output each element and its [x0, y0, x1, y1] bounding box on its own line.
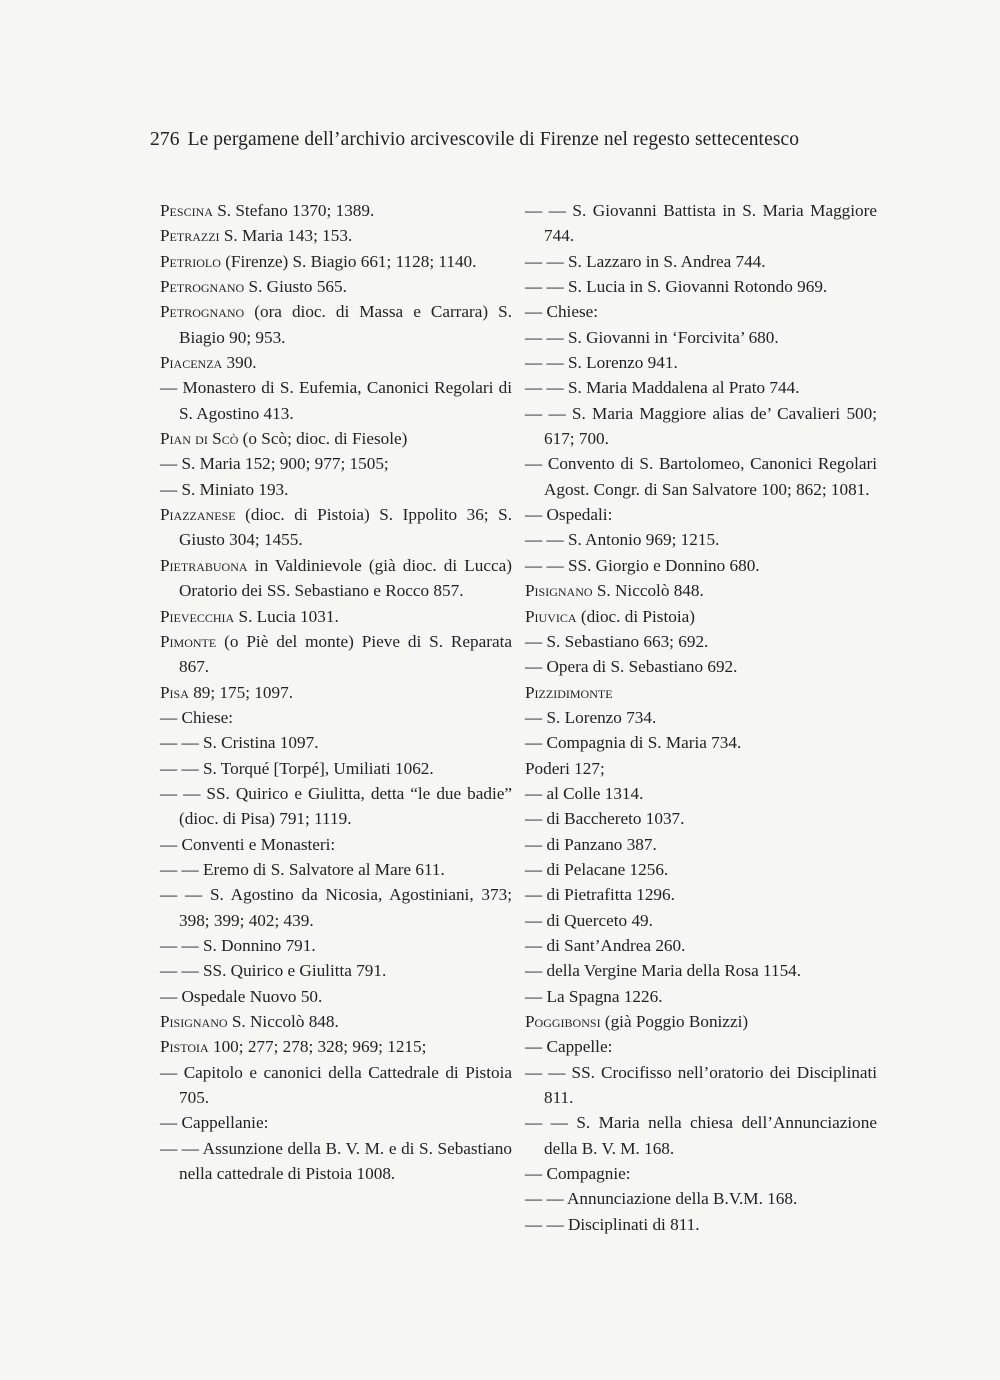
index-entry — [160, 451, 512, 476]
entry-text: 49. — [627, 910, 653, 930]
place-name: Petrognano — [160, 302, 245, 322]
entry-text: — — [525, 657, 547, 677]
entry-text: della Cattedrale di Pistoia 705. — [179, 1062, 513, 1108]
index-entry — [525, 654, 877, 679]
entry-text: — — [160, 1062, 184, 1082]
index-entry — [160, 502, 512, 553]
italic-term: Monastero — [182, 378, 256, 398]
entry-text: (già Poggio Bonizzi) — [600, 1012, 749, 1031]
entry-text: 1226. — [619, 986, 663, 1006]
index-entry — [525, 730, 877, 755]
entry-text: 1296. — [631, 885, 675, 905]
entry-text: — — [160, 378, 183, 398]
index-entry — [525, 249, 877, 274]
index-column-right — [525, 198, 877, 1237]
index-entry — [525, 401, 877, 452]
entry-text: — — Eremo di S. Salvatore al Mare 611. — [160, 859, 445, 879]
entry-text: — — [525, 885, 547, 905]
entry-text: di S. Eufemia, — [255, 378, 367, 398]
entry-text: 1314. — [600, 783, 644, 803]
entry-text: 387. — [622, 834, 657, 854]
entry-text: — — S. Lorenzo 941. — [525, 353, 678, 373]
entry-text: — — [525, 454, 548, 474]
index-entry — [525, 1034, 877, 1059]
italic-term: di Sant’Andrea — [546, 935, 652, 955]
italic-term: Pieve — [361, 631, 400, 651]
index-entry — [525, 578, 877, 603]
italic-term: Chiese — [181, 707, 229, 727]
italic-term: Compagnia — [546, 733, 626, 753]
index-entry — [160, 274, 512, 299]
entry-text: 89; 175; 1097. — [188, 682, 293, 702]
entry-text: — — Annunciazione della B.V.M. 168. — [525, 1189, 798, 1209]
italic-term: Oratorio — [179, 581, 238, 601]
index-entry — [525, 553, 877, 578]
index-entry — [160, 933, 512, 958]
entry-text: — — [525, 986, 547, 1006]
entry-text: S. Stefano 1370; 1389. — [212, 201, 375, 220]
entry-text: — — S. Torqué [Torpé], — [160, 758, 334, 778]
entry-text: — — S. Maria Maddalena al Prato 744. — [525, 378, 800, 398]
index-entry — [525, 857, 877, 882]
index-entry — [160, 680, 512, 705]
index-entry — [160, 426, 512, 451]
entry-text: de’ Cavalieri 500; 617; 700. — [544, 403, 878, 449]
italic-term: La Spagna — [546, 986, 620, 1006]
index-entry — [525, 198, 877, 249]
italic-term: Canonici Regolari Agost. Congr. di San Salvatore — [544, 454, 878, 499]
entry-text: 413. — [259, 403, 294, 423]
index-entry — [525, 629, 877, 654]
entry-text: — — Disciplinati di 811. — [525, 1214, 700, 1234]
index-entry — [525, 1186, 877, 1211]
entry-text: — — S. Antonio 969; 1215. — [525, 530, 720, 550]
entry-text: — — SS. Quirico e Giulitta, — [160, 783, 371, 803]
italic-term: Agostiniani — [389, 885, 470, 905]
running-header — [150, 129, 799, 151]
index-entry — [160, 1009, 512, 1034]
index-entry — [160, 705, 512, 730]
entry-text: 1037. — [641, 809, 685, 829]
entry-text: — S. Miniato 193. — [160, 479, 289, 499]
entry-text: — — S. Lazzaro in S. Andrea 744. — [525, 251, 766, 271]
entry-text: — — [160, 834, 182, 854]
index-entry — [525, 832, 877, 857]
entry-text: — — [525, 834, 547, 854]
place-name: Petrazzi — [160, 226, 220, 246]
entry-text: — — [525, 1164, 547, 1184]
entry-text: — — [525, 783, 547, 803]
index-column-left — [160, 198, 512, 1186]
place-name: Pescina — [160, 201, 213, 220]
place-name: Pimonte — [160, 631, 217, 651]
place-name: Piuvica — [525, 606, 577, 626]
entry-text: , 373; 398; 399; 402; 439. — [179, 885, 512, 930]
place-name: Pisa — [160, 682, 189, 702]
index-entry — [525, 1110, 877, 1161]
index-entry — [525, 1161, 877, 1186]
entry-text: — — S. Giovanni in ‘Forcivita’ 680. — [525, 327, 779, 347]
entry-text: 1062. — [390, 758, 434, 778]
entry-text: — S. Lorenzo 734. — [525, 707, 657, 727]
index-entry — [525, 274, 877, 299]
entry-text: — — [160, 707, 182, 727]
entry-text: — — [525, 859, 547, 879]
index-entry — [525, 882, 877, 907]
entry-text: di S. Sebastiano 692. — [588, 657, 738, 677]
place-name: Pisignano — [160, 1012, 228, 1031]
index-entry — [525, 325, 877, 350]
index-entry — [525, 984, 877, 1009]
entry-text: Nuovo 50. — [245, 986, 323, 1006]
index-entry — [525, 958, 877, 983]
entry-text: S. Giusto 565. — [244, 277, 347, 297]
italic-term: della Vergine Maria della Rosa — [546, 961, 759, 981]
entry-text: di S. Maria 734. — [625, 733, 742, 753]
index-entry — [525, 781, 877, 806]
index-entry — [525, 705, 877, 730]
index-entry — [160, 553, 512, 604]
place-name: Pizzidimonte — [525, 682, 613, 702]
place-name: Pian di Scò — [160, 429, 239, 449]
italic-term: Chiese — [546, 302, 594, 322]
index-entry — [160, 223, 512, 248]
index-entry — [160, 756, 512, 781]
entry-text: S. Lucia 1031. — [234, 606, 339, 626]
entry-text: — — S. Maria Maggiore — [525, 403, 713, 423]
index-entry — [160, 857, 512, 882]
entry-text: : — [228, 707, 234, 727]
entry-text: — — [525, 733, 547, 753]
entry-text: — — S. Lucia in S. Giovanni Rotondo 969. — [525, 277, 828, 297]
entry-text: : — [607, 505, 613, 525]
index-entry — [525, 680, 877, 705]
place-name: Pistoia — [160, 1037, 209, 1057]
italic-term: Compagnie — [546, 1164, 626, 1184]
entry-text: (o Piè del monte) — [216, 631, 362, 651]
entry-text: — — S. Cristina 1097. — [160, 733, 319, 753]
index-entry — [525, 527, 877, 552]
index-entry — [160, 832, 512, 857]
index-entry — [525, 299, 877, 324]
entry-text: — — [160, 986, 182, 1006]
index-entry — [525, 908, 877, 933]
index-entry — [160, 1110, 512, 1135]
place-name: Pietrabuona — [160, 555, 248, 575]
entry-text: — — Assunzione della B. V. M. e di S. Sebastiano nella cattedrale di Pistoia 1008. — [160, 1138, 512, 1184]
italic-term: di Querceto — [546, 910, 628, 930]
italic-term: di Bacchereto — [546, 809, 642, 829]
italic-term: Convento — [547, 454, 615, 474]
entry-text: — — SS. Quirico e Giulitta 791. — [160, 961, 387, 981]
index-entry — [160, 198, 512, 223]
italic-term: Ospedali — [546, 505, 608, 525]
index-entry — [525, 1212, 877, 1237]
entry-text: : — [593, 302, 599, 322]
index-entry — [525, 806, 877, 831]
entry-text: — S. Maria 152; 900; 977; 1505; — [160, 454, 389, 474]
entry-text: 1154. — [758, 961, 802, 981]
entry-text: 390. — [222, 353, 257, 373]
index-entry — [160, 958, 512, 983]
index-entry — [160, 1060, 512, 1111]
index-entry — [525, 451, 877, 502]
running-title: Le pergamene dell’archivio arcivescovile di Firenze nel regesto settecentesco — [187, 129, 800, 150]
entry-text: — — [525, 809, 547, 829]
italic-term: Canonici Regolari di S. Agostino — [179, 378, 513, 423]
place-name: Poggibonsi — [525, 1012, 601, 1031]
entry-text: 260. — [651, 935, 686, 955]
index-entry — [160, 781, 512, 832]
entry-text: — — [525, 935, 547, 955]
entry-text: “le due badie” (dioc. di Pisa) 791; 1119. — [179, 783, 512, 829]
entry-text: in Valdinievole (già dioc. di Lucca) — [247, 555, 512, 575]
place-name: Piazzanese — [160, 505, 236, 525]
entry-text: — — [525, 910, 547, 930]
entry-text: 100; 277; 278; 328; 969; 1215; — [208, 1037, 427, 1057]
index-entry — [525, 1060, 877, 1111]
index-entry — [525, 375, 877, 400]
entry-text: — — [525, 961, 547, 981]
entry-text: (o Scò; dioc. di Fiesole) — [238, 429, 408, 449]
entry-text: 1256. — [625, 859, 669, 879]
italic-term: alias — [712, 403, 744, 423]
entry-text: — — S. Giovanni Battista in S. Maria Maggiore 744. — [525, 201, 877, 246]
place-name: Pievecchia — [160, 606, 235, 626]
index-entry — [525, 604, 877, 629]
index-entry — [525, 350, 877, 375]
place-name: Petrognano — [160, 277, 245, 297]
entry-text: — — [525, 505, 547, 525]
entry-text: (ora dioc. di Massa e Carrara) S. Biagio 90; 953. — [179, 302, 512, 347]
italic-term: Cappellanie: — [181, 1113, 269, 1133]
entry-text: S. Niccolò 848. — [227, 1012, 339, 1031]
index-entry — [160, 730, 512, 755]
entry-text: — — [525, 1037, 547, 1057]
entry-text: — S. Sebastiano 663; 692. — [525, 631, 709, 651]
italic-term: Ospedale — [181, 986, 246, 1006]
index-entry — [160, 249, 512, 274]
italic-term: di Pelacane — [546, 859, 626, 879]
entry-text: di S. Bartolomeo, — [614, 454, 751, 474]
index-entry — [525, 1009, 877, 1034]
italic-term: Capitolo e canonici — [183, 1062, 322, 1082]
italic-term: di Pietrafitta — [546, 885, 632, 905]
place-name: Petriolo — [160, 251, 221, 271]
index-entry — [525, 756, 877, 781]
italic-term: al Colle — [546, 783, 601, 803]
entry-text: — — [525, 302, 547, 322]
italic-term: detta — [370, 783, 405, 803]
entry-text: — — S. Donnino 791. — [160, 935, 316, 955]
index-entry — [160, 1136, 512, 1187]
index-entry — [160, 299, 512, 350]
entry-text: : — [625, 1164, 631, 1184]
entry-text: (Firenze) S. Biagio 661; 1128; 1140. — [220, 251, 477, 271]
entry-text: S. Niccolò 848. — [592, 581, 704, 601]
entry-text: S. Maria 143; 153. — [219, 226, 353, 246]
index-entry — [160, 477, 512, 502]
page-number: 276 — [150, 129, 180, 150]
index-entry — [160, 1034, 512, 1059]
entry-text: — — S. Agostino da Nicosia, — [160, 885, 390, 905]
italic-term: di Panzano — [546, 834, 623, 854]
italic-term: Opera — [546, 657, 589, 677]
italic-term: Conventi e Monasteri — [181, 834, 331, 854]
place-name: Piacenza — [160, 353, 223, 373]
italic-term: Umiliati — [333, 758, 391, 778]
index-entry — [160, 375, 512, 426]
index-entry — [160, 882, 512, 933]
entry-text: Poderi 127; — [525, 758, 605, 778]
index-entry — [160, 629, 512, 680]
entry-text: dei SS. Sebastiano e Rocco 857. — [237, 581, 464, 601]
entry-text: — — SS. Giorgio e Donnino 680. — [525, 555, 760, 575]
entry-text: (dioc. di Pistoia) — [576, 606, 695, 626]
place-name: Pisignano — [525, 581, 593, 601]
index-entry — [160, 604, 512, 629]
entry-text: : — [330, 834, 336, 854]
entry-text: di S. Reparata 867. — [179, 631, 512, 677]
italic-term: Cappelle: — [546, 1037, 613, 1057]
entry-text: 100; 862; 1081. — [756, 479, 870, 499]
entry-text: — — [160, 1113, 182, 1133]
entry-text: (dioc. di Pistoia) S. Ippolito 36; S. Giusto 304; 1455. — [179, 505, 512, 550]
index-entry — [160, 984, 512, 1009]
index-entry — [160, 350, 512, 375]
index-entry — [525, 933, 877, 958]
index-entry — [525, 502, 877, 527]
entry-text: — — S. Maria nella chiesa dell’Annunciazione della B. V. M. 168. — [525, 1113, 877, 1158]
entry-text: — — SS. Crocifisso nell’oratorio dei Disciplinati 811. — [525, 1062, 877, 1108]
